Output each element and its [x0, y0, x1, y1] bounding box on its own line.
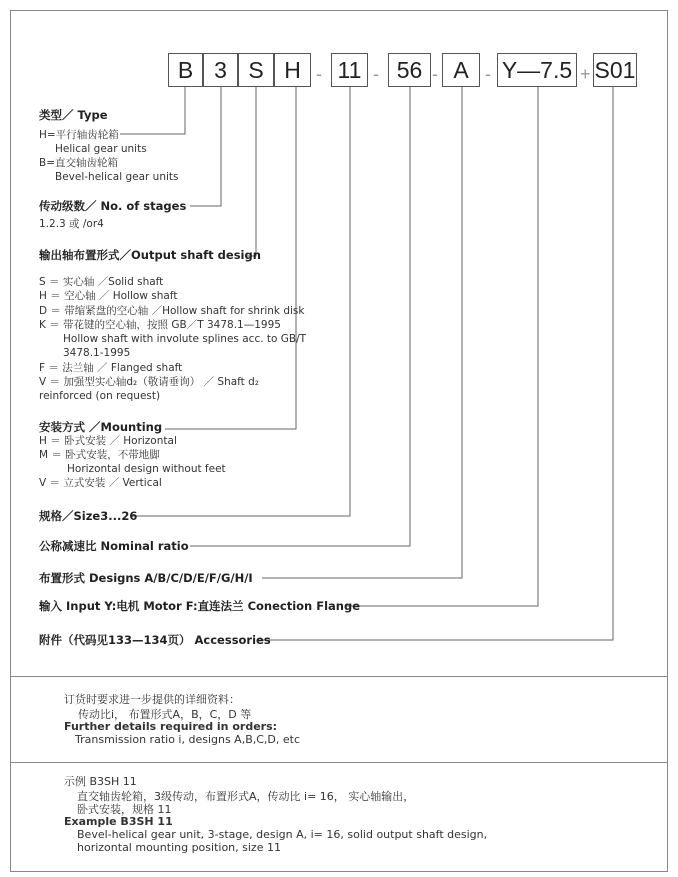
stages-values: 1.2.3 或 /or4 — [39, 218, 104, 230]
mounting-m-en: Horizontal design without feet — [67, 463, 226, 475]
type-heading: 类型／ Type — [39, 108, 108, 122]
code-box-input: Y—7.5 — [497, 53, 577, 87]
example-cn-text2: 卧式安装，规格 11 — [77, 803, 172, 816]
stages-heading: 传动级数／ No. of stages — [39, 199, 187, 213]
shaft-s: S ＝ 实心轴 ／Solid shaft — [39, 276, 164, 288]
code-separator: - — [485, 64, 491, 84]
order-cn-title: 订货时要求进一步提供的详细资料： — [64, 693, 240, 706]
order-en-title: Further details required in orders: — [64, 720, 278, 733]
code-separator: - — [316, 64, 322, 84]
shaft-d: D ＝ 带缩紧盘的空心轴 ／Hollow shaft for shrink disk — [39, 305, 305, 317]
mounting-h: H ＝ 卧式安装 ／ Horizontal — [39, 435, 177, 447]
example-cn-text1: 直交轴齿轮箱，3级传动，布置形式A，传动比 i= 16， 实心轴输出， — [77, 790, 415, 803]
order-cn-text: 传动比i， 布置形式A，B，C，D 等 — [78, 708, 252, 721]
code-box-type: B — [168, 53, 203, 87]
shaft-k-en1: Hollow shaft with involute splines acc. to GB/T — [63, 333, 307, 345]
example-en-text1: Bevel-helical gear unit, 3-stage, design A, i= 16, solid output shaft design, — [77, 828, 488, 841]
order-en-text: Transmission ratio i, designs A,B,C,D, etc — [75, 733, 301, 746]
size-heading: 规格／Size3...26 — [39, 509, 138, 523]
shaft-k: K ＝ 带花键的空心轴，按照 GB／T 3478.1—1995 — [39, 319, 281, 331]
input-heading: 输入 Input Y:电机 Motor F:直连法兰 Conection Flange — [39, 599, 361, 613]
code-box-shaft: S — [238, 53, 274, 87]
code-box-stages: 3 — [203, 53, 238, 87]
shaft-f: F ＝ 法兰轴 ／ Flanged shaft — [39, 362, 183, 374]
code-box-design: A — [442, 53, 480, 87]
example-en-text2: horizontal mounting position, size 11 — [77, 841, 281, 854]
shaft-k-en2: 3478.1-1995 — [63, 347, 131, 359]
example-cn-title: 示例 B3SH 11 — [64, 775, 137, 788]
type-b-en: Bevel-helical gear units — [55, 171, 179, 183]
shaft-v: V ＝ 加强型实心轴d₂（敬请垂询） ／ Shaft d₂ — [39, 376, 260, 388]
example-en-title: Example B3SH 11 — [64, 815, 173, 828]
shaft-h: H ＝ 空心轴 ／ Hollow shaft — [39, 290, 178, 302]
code-box-ratio: 56 — [388, 53, 431, 87]
mounting-m: M ＝ 卧式安装，不带地脚 — [39, 449, 160, 461]
accessories-heading: 附件（代码见133—134页） Accessories — [39, 633, 271, 647]
type-h-en: Helical gear units — [55, 143, 147, 155]
code-separator-plus: + — [580, 64, 591, 84]
code-box-mounting: H — [274, 53, 311, 87]
type-b-cn: B=直交轴齿轮箱 — [39, 157, 119, 169]
code-box-size: 11 — [331, 53, 368, 87]
mounting-heading: 安装方式 ／Mounting — [39, 420, 163, 434]
shaft-v-en: reinforced (on request) — [39, 390, 161, 402]
shaft-heading: 输出轴布置形式／Output shaft design — [39, 248, 261, 262]
designs-heading: 布置形式 Designs A/B/C/D/E/F/G/H/I — [39, 571, 253, 585]
code-box-accessories: S01 — [593, 53, 637, 87]
ratio-heading: 公称减速比 Nominal ratio — [39, 539, 189, 553]
code-separator: - — [432, 64, 438, 84]
type-h-cn: H=平行轴齿轮箱 — [39, 129, 119, 141]
code-separator: - — [373, 64, 379, 84]
mounting-v: V ＝ 立式安装 ／ Vertical — [39, 477, 162, 489]
